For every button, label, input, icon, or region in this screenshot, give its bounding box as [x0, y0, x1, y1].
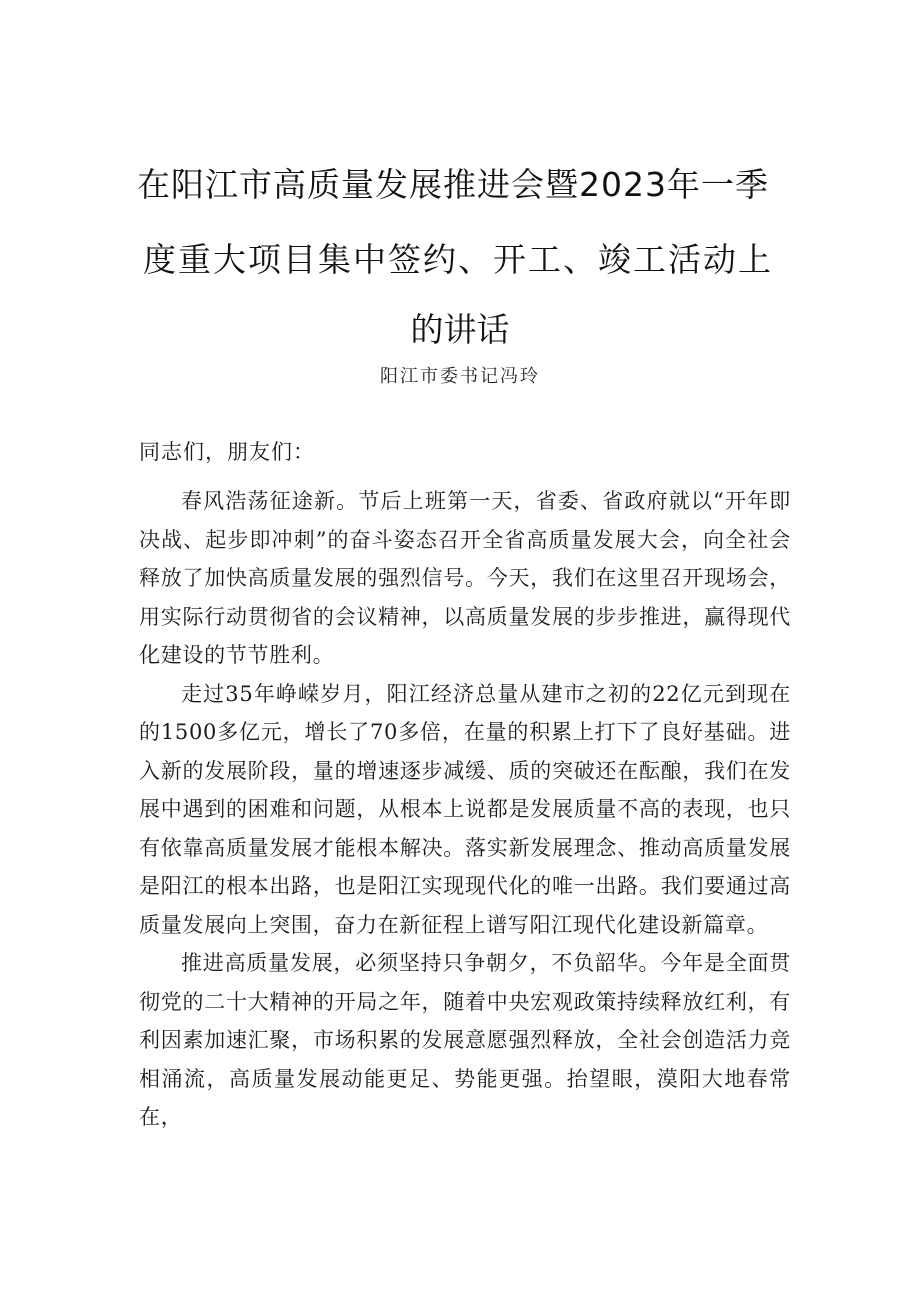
greeting: 同志们，朋友们： — [139, 440, 315, 464]
document-body — [139, 482, 791, 1137]
author-line: 阳江市委书记冯玲 — [380, 366, 540, 387]
document-title-line-3: 的讲话 — [410, 310, 510, 349]
paragraph-2: 走过35年峥嵘岁月，阳江经济总量从建市之初的22亿元到现在的1500多亿元，增长了70多倍，在量的积累上打下了良好基础。进入新的发展阶段，量的增速逐步减缓、质的突破还在酝酿，我们在发展中遇到的困难和问题，从根本上说都是发展质量不高的表现，也只有依靠高质量发展才能根本解决。落实新发展理念、推动高质量发展是阳江的根本出路，也是阳江实现现代化的唯一出路。我们要通过高质量发展向上突围，奋力在新征程上谱写阳江现代化建设新篇章。 — [139, 681, 791, 937]
paragraph-3: 推进高质量发展，必须坚持只争朝夕，不负韶华。今年是全面贯彻党的二十大精神的开局之年，随着中央宏观政策持续释放红利，有利因素加速汇聚，市场积累的发展意愿强烈释放，全社会创造活力竞相涌流，高质量发展动能更足、势能更强。抬望眼，漠阳大地春常在， — [139, 951, 791, 1129]
document-title-line-1: 在阳江市高质量发展推进会暨2023年一季 — [137, 165, 769, 204]
document-title-line-2: 度重大项目集中签约、开工、竣工活动上 — [143, 240, 773, 279]
paragraph-1: 春风浩荡征途新。节后上班第一天，省委、省政府就以“开年即决战、起步即冲刺”的奋斗姿态召开全省高质量发展大会，向全社会释放了加快高质量发展的强烈信号。今天，我们在这里召开现场会，用实际行动贯彻省的会议精神，以高质量发展的步步推进，赢得现代化建设的节节胜利。 — [139, 489, 791, 667]
